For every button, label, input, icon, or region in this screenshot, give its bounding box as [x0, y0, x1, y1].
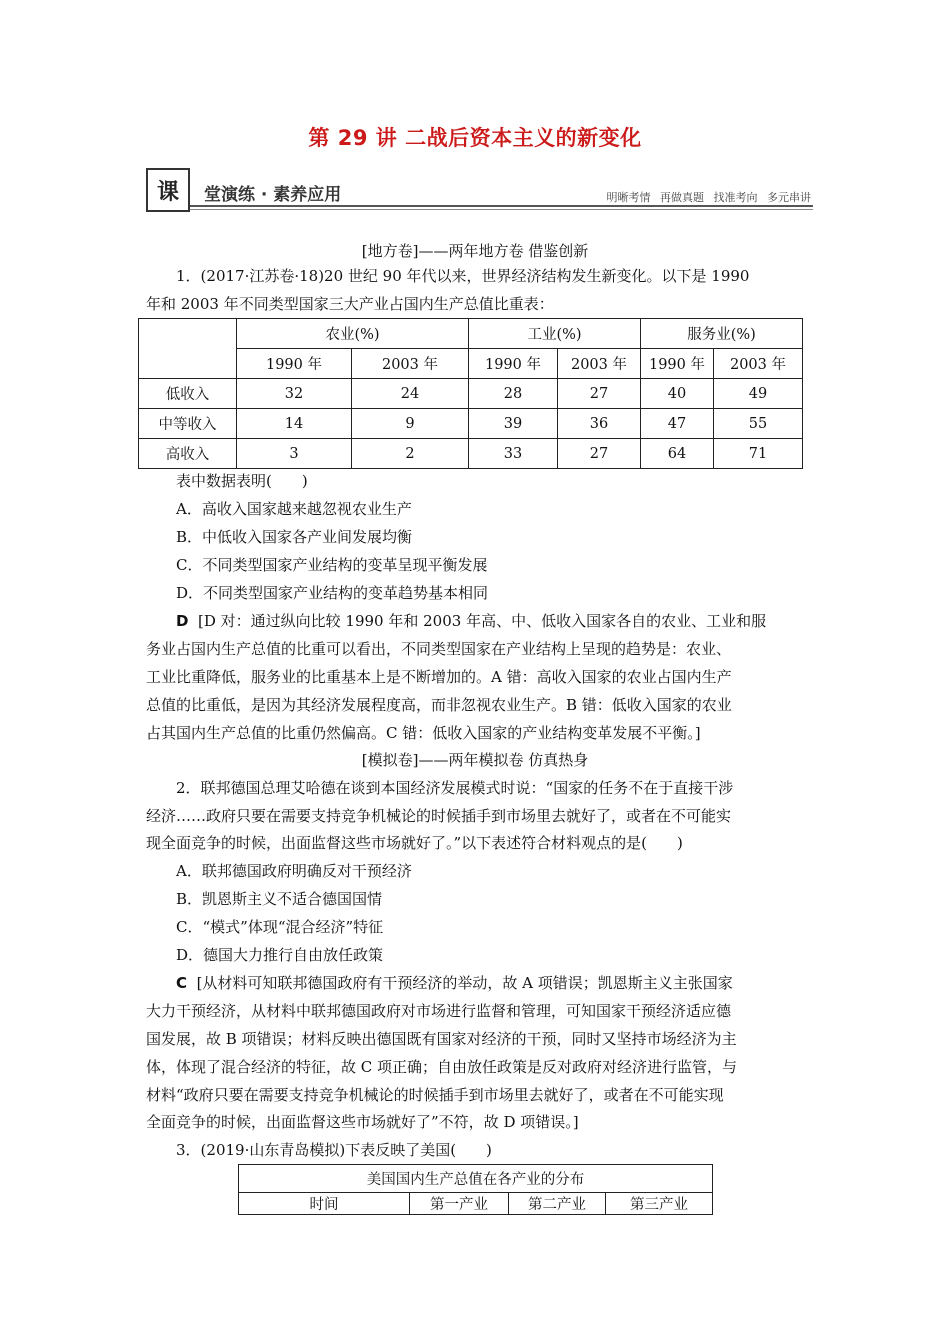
table-year-header: 1990 年 — [237, 349, 352, 379]
table-cell: 64 — [641, 439, 714, 469]
table-cell: 28 — [469, 379, 558, 409]
table-row — [139, 409, 803, 439]
page-title: 第 29 讲 二战后资本主义的新变化 — [308, 126, 642, 150]
table-year-header: 1990 年 — [469, 349, 558, 379]
table-cell: 27 — [558, 439, 641, 469]
table-cell: 3 — [237, 439, 352, 469]
table-cell: 55 — [714, 409, 803, 439]
q2-option-c: C．“模式”体现“混合经济”特征 — [176, 918, 384, 936]
q1-option-b: B．中低收入国家各产业间发展均衡 — [176, 528, 413, 546]
table-row — [139, 439, 803, 469]
q1-option-a: A．高收入国家越来越忽视农业生产 — [176, 500, 412, 518]
table-cell: 32 — [237, 379, 352, 409]
table-cell: 49 — [714, 379, 803, 409]
table-group-header: 农业(%) — [237, 319, 469, 349]
table-cell: 33 — [469, 439, 558, 469]
table-year-header: 2003 年 — [558, 349, 641, 379]
row-label: 中等收入 — [139, 409, 237, 439]
table-cell: 71 — [714, 439, 803, 469]
q1-option-c: C．不同类型国家产业结构的变革呈现平衡发展 — [176, 556, 488, 574]
table-group-header: 服务业(%) — [641, 319, 803, 349]
q2-explanation-line: [从材料可知联邦德国政府有干预经济的举动，故 A 项错误；凯恩斯主义主张国家 — [196, 974, 733, 992]
row-label: 低收入 — [139, 379, 237, 409]
q2-explanation-line: 国发展，故 B 项错误；材料反映出德国既有国家对经济的干预，同时又坚持市场经济为主 — [146, 1030, 737, 1048]
q2-option-d: D．德国大力推行自由放任政策 — [176, 946, 384, 964]
q2-explanation-line: 体，体现了混合经济的特征，故 C 项正确；自由放任政策是反对政府对经济进行监管，与 — [146, 1058, 738, 1076]
table-year-header: 1990 年 — [641, 349, 714, 379]
q1-line1: 1．(2017·江苏卷·18)20 世纪 90 年代以来，世界经济结构发生新变化。以下是 1990 — [176, 267, 750, 285]
q3-table-header: 时间 — [239, 1193, 410, 1215]
table-corner — [139, 319, 237, 379]
q1-explanation-line: 总值的比重低，是因为其经济发展程度高，而非忽视农业生产。B 错：低收入国家的农业 — [146, 696, 732, 714]
q1-stem: 表中数据表明( ) — [176, 472, 308, 490]
q1-explanation-line: 工业比重降低，服务业的比重基本上是不断增加的。A 错：高收入国家的农业占国内生产 — [146, 668, 732, 686]
section-banner — [146, 168, 813, 216]
table-cell: 47 — [641, 409, 714, 439]
banner-tags: 明晰考情 再做真题 找准考向 多元串讲 — [606, 191, 811, 204]
table-cell: 24 — [352, 379, 469, 409]
table-cell: 40 — [641, 379, 714, 409]
table-group-header: 工业(%) — [469, 319, 641, 349]
q1-table — [138, 318, 803, 469]
table-row — [139, 379, 803, 409]
q2-option-a: A．联邦德国政府明确反对干预经济 — [176, 862, 412, 880]
table-year-header: 2003 年 — [714, 349, 803, 379]
q1-option-d: D．不同类型国家产业结构的变革趋势基本相同 — [176, 584, 489, 602]
banner-rule-thin — [190, 209, 813, 210]
q2-explanation-line: 全面竞争的时候，出面监督这些市场就好了”不符，故 D 项错误。] — [146, 1113, 579, 1131]
q1-answer: D — [176, 612, 189, 630]
section-heading-mock: [模拟卷]——两年模拟卷 仿真热身 — [361, 751, 589, 769]
q3-table-header: 第一产业 — [410, 1193, 509, 1215]
q3-table-header: 第二产业 — [509, 1193, 606, 1215]
banner-box-char: 课 — [146, 168, 190, 212]
q1-line2: 年和 2003 年不同类型国家三大产业占国内生产总值比重表： — [146, 295, 554, 313]
section-heading-local: [地方卷]——两年地方卷 借鉴创新 — [361, 242, 589, 260]
row-label: 高收入 — [139, 439, 237, 469]
q2-line: 现全面竞争的时候，出面监督这些市场就好了。”以下表述符合材料观点的是( ) — [146, 834, 683, 852]
q1-explanation-line: [D 对：通过纵向比较 1990 年和 2003 年高、中、低收入国家各自的农业、工业和服 — [198, 612, 767, 630]
table-cell: 14 — [237, 409, 352, 439]
q2-option-b: B．凯恩斯主义不适合德国国情 — [176, 890, 383, 908]
table-cell: 36 — [558, 409, 641, 439]
banner-label: 堂演练 · 素养应用 — [204, 185, 342, 205]
q2-line: 2．联邦德国总理艾哈德在谈到本国经济发展模式时说：“国家的任务不在于直接干涉 — [176, 779, 734, 797]
table-cell: 39 — [469, 409, 558, 439]
table-cell: 9 — [352, 409, 469, 439]
q2-answer: C — [176, 974, 188, 992]
q2-explanation-line: 大力干预经济，从材料中联邦德国政府对市场进行监督和管理，可知国家干预经济适应德 — [146, 1002, 732, 1020]
q1-explanation-line: 占其国内生产总值的比重仍然偏高。C 错：低收入国家的产业结构变革发展不平衡。] — [146, 724, 701, 742]
q3-table-caption: 美国国内生产总值在各产业的分布 — [239, 1165, 713, 1193]
banner-rule — [190, 205, 813, 207]
q3-stem: 3．(2019·山东青岛模拟)下表反映了美国( ) — [176, 1141, 492, 1159]
table-cell: 2 — [352, 439, 469, 469]
q3-table — [238, 1164, 713, 1215]
q3-table-header: 第三产业 — [606, 1193, 713, 1215]
table-year-header: 2003 年 — [352, 349, 469, 379]
q2-line: 经济……政府只要在需要支持竞争机械论的时候插手到市场里去就好了，或者在不可能实 — [146, 807, 732, 825]
q1-explanation-line: 务业占国内生产总值的比重可以看出，不同类型国家在产业结构上呈现的趋势是：农业、 — [146, 640, 732, 658]
q2-explanation-line: 材料“政府只要在需要支持竞争机械论的时候插手到市场里去就好了，或者在不可能实现 — [146, 1086, 724, 1104]
table-cell: 27 — [558, 379, 641, 409]
